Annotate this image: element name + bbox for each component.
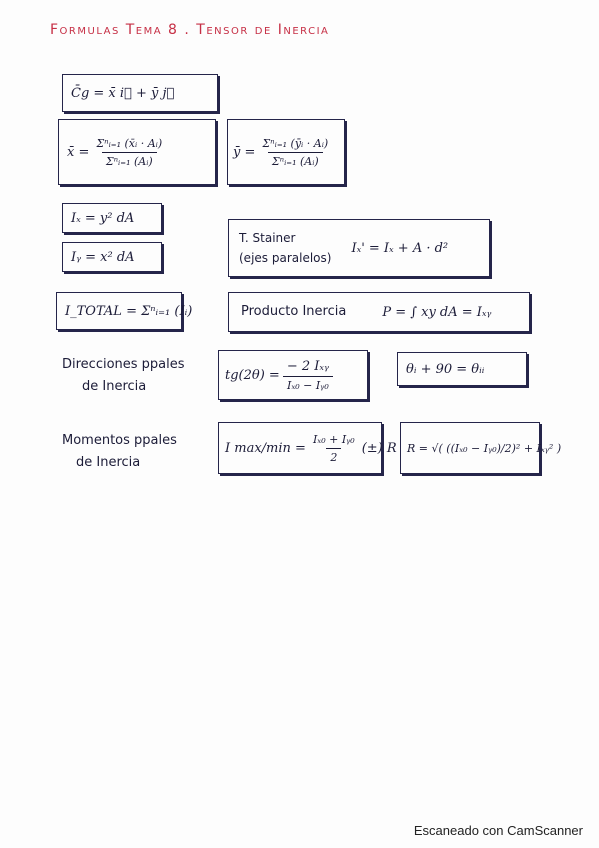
momentos-line-1: Momentos ppales: [62, 433, 177, 448]
iy-formula: Iᵧ = x² dA: [71, 249, 135, 265]
ybar-fraction: [258, 137, 332, 168]
ybar-numerator: Σⁿᵢ₌₁ (ȳᵢ · Aᵢ): [262, 136, 329, 150]
ix-formula: Iₓ = y² dA: [71, 210, 135, 226]
itotal-formula-box: [56, 292, 193, 330]
steiner-subtitle: (ejes paralelos): [239, 251, 332, 265]
theta-formula-box: [397, 352, 527, 386]
tg-numerator: − 2 Iₓᵧ: [286, 358, 329, 374]
producto-formula: P = ∫ xy dA = Iₓᵧ: [382, 304, 492, 320]
direcciones-note: [62, 354, 185, 398]
producto-inercia-box: [228, 292, 530, 332]
centroid-formula: C̄g = x̄ i⃗ + ȳ j⃗: [71, 85, 175, 101]
producto-label: Producto Inercia: [241, 304, 347, 319]
direcciones-line-2: de Inercia: [82, 379, 147, 394]
xbar-fraction: [92, 137, 166, 168]
ybar-denominator: Σⁿᵢ₌₁ (Aᵢ): [268, 152, 323, 168]
imax-fraction: [309, 433, 359, 464]
momentos-note: [62, 430, 177, 474]
xbar-left: x̄ =: [67, 144, 90, 160]
steiner-label-group: [239, 228, 331, 268]
tg-formula-box: [218, 350, 368, 400]
imax-left: I max/min =: [225, 440, 306, 456]
imax-formula-box: [218, 422, 397, 474]
xbar-denominator: Σⁿᵢ₌₁ (Aᵢ): [102, 152, 157, 168]
direcciones-line-1: Direcciones ppales: [62, 357, 185, 372]
r-formula-box: [400, 422, 562, 474]
imax-right: (±) R: [361, 440, 397, 456]
xbar-numerator: Σⁿᵢ₌₁ (x̄ᵢ · Aᵢ): [96, 136, 163, 150]
tg-fraction: [283, 359, 333, 392]
centroid-formula-box: [62, 74, 218, 112]
itotal-formula: I_TOTAL = Σⁿᵢ₌₁ (Iᵢ): [65, 303, 193, 319]
xbar-formula-box: [58, 119, 216, 185]
steiner-formula: Iₓ' = Iₓ + A · d²: [351, 240, 449, 256]
r-formula: R = √( ((Iₓ₀ − Iᵧ₀)/2)² + Iₓᵧ² ): [407, 441, 562, 455]
page-title: Formulas Tema 8 . Tensor de Inercia: [50, 22, 330, 38]
camscanner-footer: Escaneado con CamScanner: [413, 823, 583, 838]
ybar-formula-box: [227, 119, 345, 185]
theta-formula: θᵢ + 90 = θᵢᵢ: [406, 361, 485, 377]
tg-denominator: Iₓ₀ − Iᵧ₀: [283, 376, 333, 392]
imax-denominator: 2: [326, 448, 341, 464]
imax-numerator: Iₓ₀ + Iᵧ₀: [312, 432, 355, 446]
steiner-title: T. Stainer: [239, 231, 296, 245]
iy-formula-box: [62, 242, 162, 272]
steiner-box: [228, 219, 490, 277]
tg-left: tg(2θ) =: [225, 367, 280, 383]
ix-formula-box: [62, 203, 162, 233]
momentos-line-2: de Inercia: [76, 455, 141, 470]
ybar-left: ȳ =: [233, 144, 256, 160]
